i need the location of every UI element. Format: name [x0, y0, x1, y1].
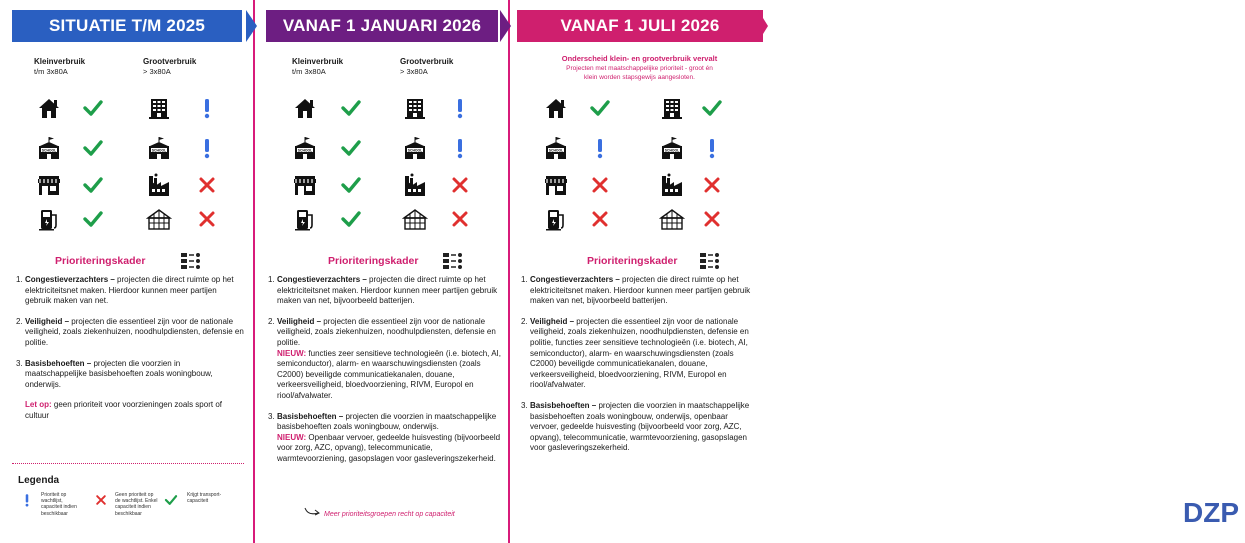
- header-sub: > 3x80A: [400, 67, 428, 76]
- check-icon: [589, 97, 611, 119]
- item-heading: Congestieverzachters –: [277, 275, 367, 284]
- item-text: projecten die direct ruimte op het elektriciteitsnet maken. Hierdoor kunnen meer partijen gebruik maken van net, bijvoorbeeld batterijen.: [277, 275, 498, 306]
- nieuw-text: functies zeer sensitieve technologieën (i.e. biotech, AI, semiconductor), alarm- en waarschuwingsdiensten (zoals C2000) beveiligde communicatiekanalen, douane, verkeersveiligheid, bloedvoorziening, RIVM, Europol en riool/afvalwater.: [277, 348, 501, 400]
- ev-charger-icon: [36, 207, 62, 231]
- column-separator: [253, 0, 255, 543]
- priority-list-icon: [442, 250, 464, 272]
- school-icon: [543, 136, 569, 160]
- banner-arrow: [246, 10, 257, 42]
- list-item: [521, 275, 757, 307]
- list-item: [268, 412, 502, 465]
- notice-title: Onderscheid klein- en grootverbruik vervalt: [561, 54, 718, 63]
- grootverbruik-header: [400, 57, 453, 77]
- item-heading: Basisbehoeften –: [277, 411, 344, 421]
- item-heading: Congestieverzachters –: [530, 275, 620, 284]
- let-op-text: geen prioriteit voor voorzieningen zoals sport of cultuur: [25, 400, 222, 420]
- header-sub: t/m 3x80A: [34, 67, 68, 76]
- header-title: Kleinverbruik: [34, 57, 86, 66]
- nieuw-label: NIEUW:: [277, 348, 307, 358]
- list-item: [521, 317, 757, 391]
- check-icon: [701, 97, 723, 119]
- greenhouse-icon: [659, 207, 685, 231]
- greenhouse-icon: [402, 207, 428, 231]
- priority-list-icon: [699, 250, 721, 272]
- check-icon: [82, 137, 104, 159]
- cross-icon: [449, 208, 471, 230]
- item-number: 2.: [16, 316, 23, 326]
- item-number: 2.: [521, 316, 528, 326]
- curved-arrow-icon: [304, 506, 322, 518]
- cross-icon: [196, 208, 218, 230]
- exclaim-icon: [449, 137, 471, 159]
- cross-icon: [589, 174, 611, 196]
- item-text: projecten die essentieel zijn voor de nationale veiligheid, zoals ziekenhuizen, noodhulpdiensten, defensie en politie.: [277, 316, 496, 347]
- cross-icon: [589, 208, 611, 230]
- cross-icon: [701, 208, 723, 230]
- item-number: 1.: [521, 275, 528, 284]
- footnote: Meer prioriteitsgroepen recht op capaciteit: [324, 511, 455, 518]
- exclaim-icon: [20, 492, 34, 508]
- check-icon: [82, 174, 104, 196]
- exclaim-icon: [196, 97, 218, 119]
- school-icon: [36, 136, 62, 160]
- legend-item-text: Krijgt transport-capaciteit: [187, 492, 222, 505]
- house-icon: [543, 96, 569, 120]
- let-op-label: Let op:: [25, 400, 52, 410]
- logo-text: DZP: [1183, 497, 1239, 528]
- list-item: [268, 317, 502, 402]
- item-number: 3.: [521, 400, 528, 410]
- column-situatie-2025: [0, 0, 253, 543]
- check-icon: [340, 97, 362, 119]
- list-item: [521, 401, 757, 454]
- kader-title: Prioriteringskader: [328, 255, 419, 267]
- column-januari-2026: [256, 0, 508, 543]
- check-icon: [340, 137, 362, 159]
- check-icon: [82, 208, 104, 230]
- item-heading: Congestieverzachters –: [25, 275, 115, 284]
- priority-list: [268, 275, 502, 475]
- legend-item-text: Geen prioriteit op de wachtlijst. Enkel capaciteit indien beschikbaar: [115, 492, 158, 517]
- check-icon: [82, 97, 104, 119]
- kleinverbruik-header: [292, 57, 343, 77]
- ev-charger-icon: [543, 207, 569, 231]
- school-icon: [292, 136, 318, 160]
- dzp-logo: [1181, 496, 1245, 526]
- cross-icon: [701, 174, 723, 196]
- item-heading: Basisbehoeften –: [25, 358, 92, 368]
- svg-text:SCHOOL: SCHOOL: [41, 148, 57, 153]
- svg-text:SCHOOL: SCHOOL: [664, 148, 680, 153]
- banner-arrow: [758, 10, 768, 42]
- legend-item-text: Prioriteit op wachtlijst, capaciteit indien beschikbaar: [41, 492, 77, 517]
- factory-icon: [659, 173, 685, 197]
- priority-list: [16, 275, 244, 422]
- column-banner: SITUATIE T/M 2025: [12, 10, 242, 42]
- item-text: projecten die essentieel zijn voor de nationale veiligheid, zoals ziekenhuizen, noodhulpdiensten, defensie en politie, functies zeer sensitieve technologieën (i.e. biotech, AI, semiconductor), alarm- en waarschuwingsdiensten (zoals C2000) beveiligde communicatiekanalen, douane, verkeersveiligheid, bloedvoorziening, RIVM, Europol en riool/afvalwater.: [530, 316, 749, 390]
- item-heading: Veiligheid –: [277, 316, 322, 326]
- column-separator: [508, 0, 510, 543]
- list-item: [16, 359, 244, 391]
- priority-list-icon: [180, 250, 202, 272]
- cross-icon: [449, 174, 471, 196]
- list-item: [16, 275, 244, 307]
- list-item: [16, 317, 244, 349]
- nieuw-label: NIEUW:: [277, 432, 307, 442]
- item-text: projecten die direct ruimte op het elektriciteitsnet maken. Hierdoor kunnen meer partijen gebruik maken van net.: [25, 275, 234, 306]
- nieuw-text: Openbaar vervoer, gedeelde huisvesting (bijvoorbeeld voor zorg, AZC, opvang), telecommunicatie, warmtevoorziening, gasopslagen voor gasleveringszekerheid.: [277, 432, 501, 463]
- let-op-note: [16, 400, 244, 421]
- header-title: Kleinverbruik: [292, 57, 344, 66]
- greenhouse-icon: [146, 207, 172, 231]
- house-icon: [36, 96, 62, 120]
- school-icon: [402, 136, 428, 160]
- shop-icon: [543, 173, 569, 197]
- column-banner: VANAF 1 JANUARI 2026: [266, 10, 498, 42]
- item-text: projecten die voorzien in maatschappelijke basisbehoeften zoals woningbouw, onderwijs.: [25, 358, 213, 389]
- item-number: 1.: [16, 275, 23, 284]
- legend-divider: [12, 463, 244, 464]
- check-icon: [340, 174, 362, 196]
- svg-text:SCHOOL: SCHOOL: [297, 148, 313, 153]
- legend-title: Legenda: [18, 475, 60, 486]
- item-number: 2.: [268, 316, 275, 326]
- ev-charger-icon: [292, 207, 318, 231]
- item-number: 3.: [268, 411, 275, 421]
- svg-text:SCHOOL: SCHOOL: [151, 148, 167, 153]
- cross-icon: [94, 492, 108, 508]
- exclaim-icon: [589, 137, 611, 159]
- shop-icon: [292, 173, 318, 197]
- item-heading: Veiligheid –: [530, 316, 575, 326]
- exclaim-icon: [196, 137, 218, 159]
- column-juli-2026: [511, 0, 1239, 543]
- office-building-icon: [659, 96, 685, 120]
- exclaim-icon: [701, 137, 723, 159]
- column-banner: VANAF 1 JULI 2026: [517, 10, 763, 42]
- factory-icon: [402, 173, 428, 197]
- check-icon: [340, 208, 362, 230]
- notice-subtitle: Projecten met maatschappelijke prioriteit - groot én klein worden stapsgewijs aangesloten.: [566, 65, 713, 81]
- house-icon: [292, 96, 318, 120]
- notice: [511, 54, 768, 82]
- item-heading: Veiligheid –: [25, 316, 70, 326]
- factory-icon: [146, 173, 172, 197]
- exclaim-icon: [449, 97, 471, 119]
- kader-title: Prioriteringskader: [587, 255, 678, 267]
- header-sub: t/m 3x80A: [292, 67, 326, 76]
- svg-text:SCHOOL: SCHOOL: [548, 148, 564, 153]
- item-number: 3.: [16, 358, 23, 368]
- header-title: Grootverbruik: [143, 57, 197, 66]
- school-icon: [659, 136, 685, 160]
- item-number: 1.: [268, 275, 275, 284]
- item-text: projecten die voorzien in maatschappelijke basisbehoeften zoals woningbouw, onderwijs, openbaar vervoer, gedeelde huisvesting (bijvoorbeeld voor zorg, AZC, opvang), telecommunicatie, warmtevoorziening, gasopslagen voor gasleveringszekerheid.: [530, 400, 750, 453]
- list-item: [268, 275, 502, 307]
- header-sub: > 3x80A: [143, 67, 171, 76]
- priority-list: [521, 275, 757, 464]
- item-text: projecten die voorzien in maatschappelijke basisbehoeften zoals woningbouw, onderwijs.: [277, 411, 497, 432]
- header-title: Grootverbruik: [400, 57, 454, 66]
- school-icon: [146, 136, 172, 160]
- shop-icon: [36, 173, 62, 197]
- kader-title: Prioriteringskader: [55, 255, 146, 267]
- office-building-icon: [146, 96, 172, 120]
- item-text: projecten die direct ruimte op het elektriciteitsnet maken. Hierdoor kunnen meer partijen gebruik maken van net, bijvoorbeeld batterijen.: [530, 275, 751, 306]
- check-icon: [164, 492, 178, 508]
- banner-arrow: [500, 10, 511, 42]
- svg-text:SCHOOL: SCHOOL: [407, 148, 423, 153]
- office-building-icon: [402, 96, 428, 120]
- item-heading: Basisbehoeften –: [530, 400, 597, 410]
- item-text: projecten die essentieel zijn voor de nationale veiligheid, zoals ziekenhuizen, noodhulpdiensten, defensie en politie.: [25, 316, 244, 347]
- kleinverbruik-header: [34, 57, 85, 77]
- cross-icon: [196, 174, 218, 196]
- grootverbruik-header: [143, 57, 196, 77]
